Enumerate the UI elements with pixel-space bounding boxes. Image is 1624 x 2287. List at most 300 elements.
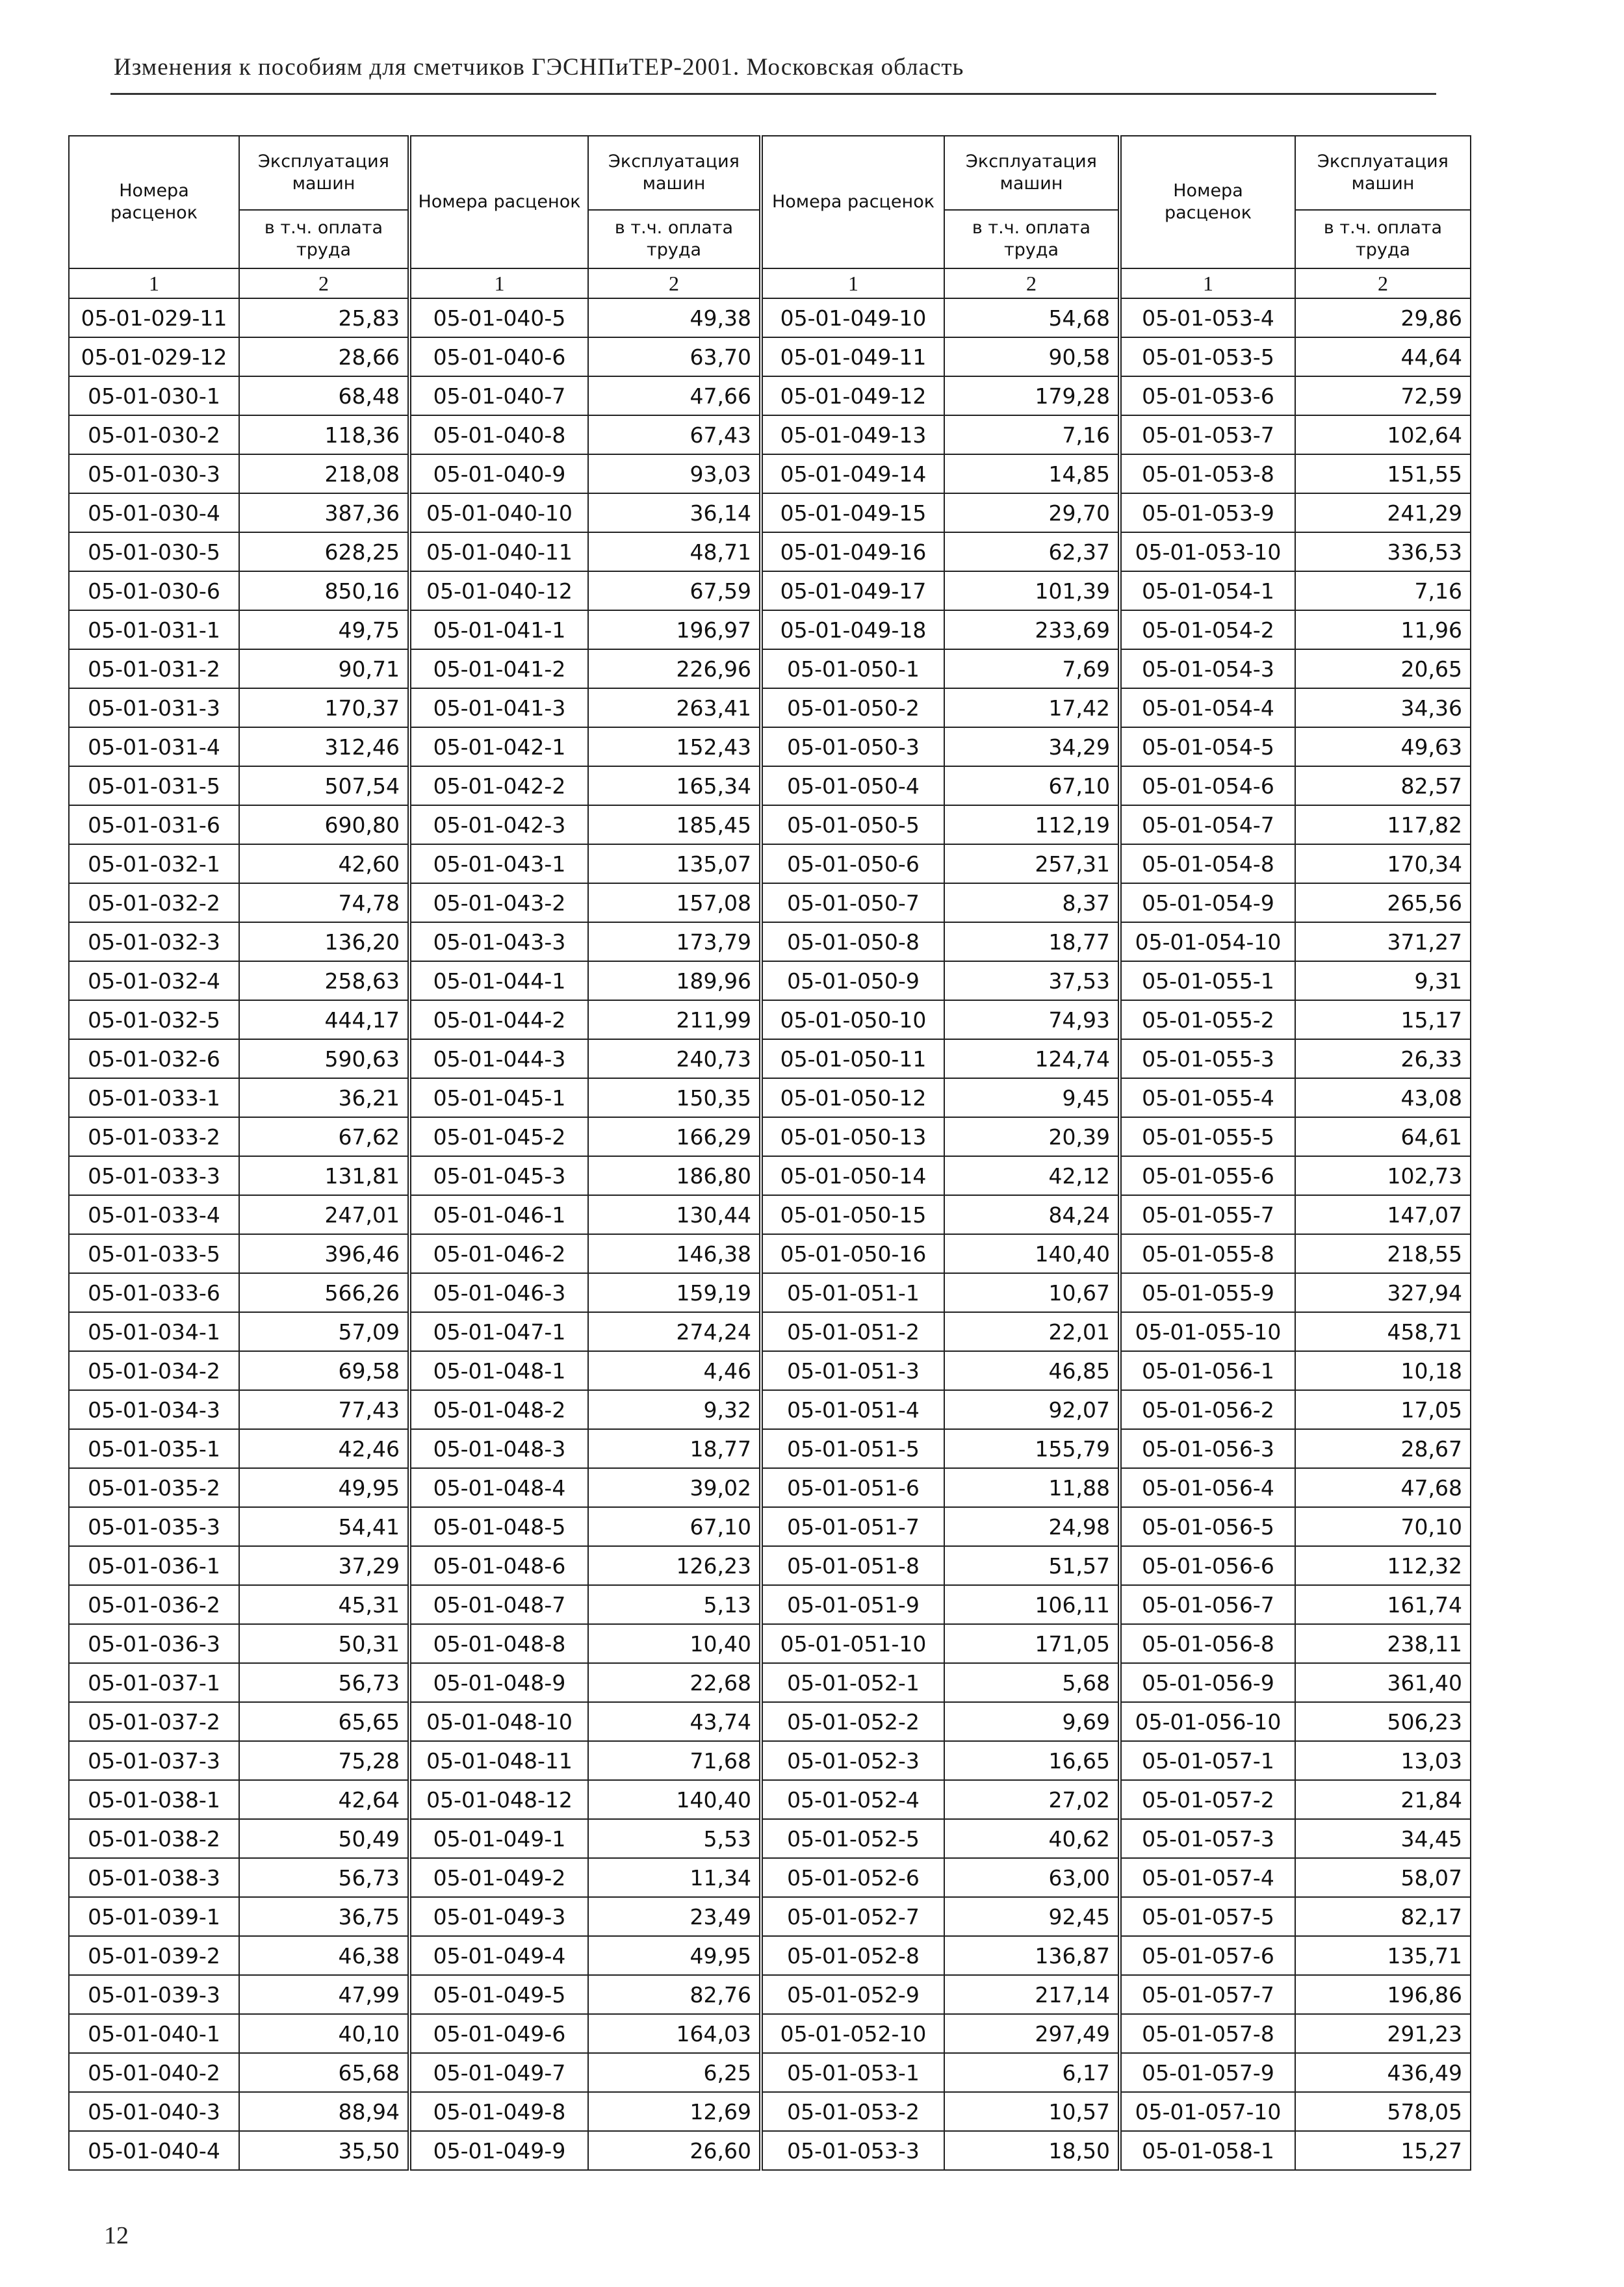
machine-labor-cost-cell: 155,79 <box>944 1429 1120 1468</box>
table-row <box>69 1468 1471 1507</box>
machine-labor-cost-cell: 5,53 <box>588 1819 761 1858</box>
machine-labor-cost-cell: 24,98 <box>944 1507 1120 1546</box>
rate-code-cell: 05-01-041-1 <box>409 610 588 649</box>
rate-code-cell: 05-01-054-5 <box>1120 727 1295 766</box>
rate-code-cell: 05-01-039-3 <box>69 1975 239 2014</box>
rate-code-cell: 05-01-052-10 <box>761 2014 944 2053</box>
machine-labor-cost-cell: 336,53 <box>1295 532 1471 571</box>
machine-labor-cost-cell: 507,54 <box>239 766 409 805</box>
rate-code-cell: 05-01-050-7 <box>761 883 944 922</box>
table-row <box>69 1117 1471 1156</box>
machine-labor-cost-cell: 68,48 <box>239 376 409 415</box>
rate-code-cell: 05-01-051-10 <box>761 1624 944 1663</box>
machine-labor-cost-cell: 140,40 <box>588 1780 761 1819</box>
machine-labor-cost-cell: 48,71 <box>588 532 761 571</box>
rate-code-cell: 05-01-030-5 <box>69 532 239 571</box>
machine-labor-cost-cell: 37,29 <box>239 1546 409 1585</box>
machine-labor-cost-cell: 84,24 <box>944 1195 1120 1234</box>
rate-code-cell: 05-01-032-5 <box>69 1000 239 1039</box>
column-number: 2 <box>239 268 409 298</box>
rate-code-cell: 05-01-030-4 <box>69 493 239 532</box>
rate-code-cell: 05-01-050-4 <box>761 766 944 805</box>
rate-code-cell: 05-01-039-1 <box>69 1897 239 1936</box>
table-row <box>69 1585 1471 1624</box>
machine-labor-cost-cell: 690,80 <box>239 805 409 844</box>
machine-labor-cost-cell: 12,69 <box>588 2092 761 2131</box>
rate-code-cell: 05-01-049-10 <box>761 298 944 337</box>
machine-labor-cost-cell: 9,32 <box>588 1390 761 1429</box>
rate-code-cell: 05-01-054-10 <box>1120 922 1295 961</box>
rate-code-cell: 05-01-052-4 <box>761 1780 944 1819</box>
table-row <box>69 415 1471 454</box>
rate-code-cell: 05-01-043-1 <box>409 844 588 883</box>
rate-code-cell: 05-01-035-1 <box>69 1429 239 1468</box>
machine-labor-cost-cell: 74,93 <box>944 1000 1120 1039</box>
machine-labor-cost-cell: 25,83 <box>239 298 409 337</box>
machine-labor-cost-cell: 17,05 <box>1295 1390 1471 1429</box>
rate-code-cell: 05-01-040-12 <box>409 571 588 610</box>
table-row <box>69 766 1471 805</box>
machine-labor-cost-cell: 49,63 <box>1295 727 1471 766</box>
rate-code-cell: 05-01-045-2 <box>409 1117 588 1156</box>
rate-code-cell: 05-01-049-6 <box>409 2014 588 2053</box>
machine-labor-cost-cell: 126,23 <box>588 1546 761 1585</box>
table-row <box>69 883 1471 922</box>
machine-labor-cost-cell: 112,19 <box>944 805 1120 844</box>
code-column-header: Номера расценок <box>761 136 944 268</box>
machine-labor-cost-cell: 157,08 <box>588 883 761 922</box>
machine-labor-cost-cell: 64,61 <box>1295 1117 1471 1156</box>
table-row <box>69 1975 1471 2014</box>
rate-code-cell: 05-01-040-4 <box>69 2131 239 2170</box>
machine-labor-cost-cell: 34,29 <box>944 727 1120 766</box>
machine-labor-cost-cell: 211,99 <box>588 1000 761 1039</box>
rate-code-cell: 05-01-053-5 <box>1120 337 1295 376</box>
table-row <box>69 2053 1471 2092</box>
rate-code-cell: 05-01-040-6 <box>409 337 588 376</box>
sub-column-header: в т.ч. оплата труда <box>944 210 1120 268</box>
rate-code-cell: 05-01-056-10 <box>1120 1702 1295 1741</box>
rate-code-cell: 05-01-055-8 <box>1120 1234 1295 1273</box>
machine-labor-cost-cell: 20,39 <box>944 1117 1120 1156</box>
rate-code-cell: 05-01-049-18 <box>761 610 944 649</box>
machine-labor-cost-cell: 7,16 <box>944 415 1120 454</box>
rate-code-cell: 05-01-045-1 <box>409 1078 588 1117</box>
machine-labor-cost-cell: 8,37 <box>944 883 1120 922</box>
table-row <box>69 844 1471 883</box>
machine-labor-cost-cell: 170,34 <box>1295 844 1471 883</box>
rate-code-cell: 05-01-048-12 <box>409 1780 588 1819</box>
rate-code-cell: 05-01-056-5 <box>1120 1507 1295 1546</box>
machine-labor-cost-cell: 258,63 <box>239 961 409 1000</box>
machine-labor-cost-cell: 77,43 <box>239 1390 409 1429</box>
machine-labor-cost-cell: 9,45 <box>944 1078 1120 1117</box>
header-rule <box>110 93 1436 95</box>
rate-code-cell: 05-01-048-3 <box>409 1429 588 1468</box>
machine-labor-cost-cell: 67,59 <box>588 571 761 610</box>
machine-labor-cost-cell: 50,49 <box>239 1819 409 1858</box>
machine-labor-cost-cell: 15,17 <box>1295 1000 1471 1039</box>
machine-labor-cost-cell: 49,95 <box>588 1936 761 1975</box>
rate-code-cell: 05-01-057-6 <box>1120 1936 1295 1975</box>
table-row <box>69 1039 1471 1078</box>
rate-code-cell: 05-01-054-6 <box>1120 766 1295 805</box>
table-row <box>69 1741 1471 1780</box>
table-row <box>69 922 1471 961</box>
machine-labor-cost-cell: 57,09 <box>239 1312 409 1351</box>
rate-code-cell: 05-01-049-3 <box>409 1897 588 1936</box>
machine-labor-cost-cell: 82,17 <box>1295 1897 1471 1936</box>
machine-labor-cost-cell: 189,96 <box>588 961 761 1000</box>
machine-labor-cost-cell: 36,21 <box>239 1078 409 1117</box>
machine-labor-cost-cell: 50,31 <box>239 1624 409 1663</box>
machine-labor-cost-cell: 42,12 <box>944 1156 1120 1195</box>
machine-labor-cost-cell: 28,67 <box>1295 1429 1471 1468</box>
rate-code-cell: 05-01-041-3 <box>409 688 588 727</box>
rate-code-cell: 05-01-053-9 <box>1120 493 1295 532</box>
rate-code-cell: 05-01-053-2 <box>761 2092 944 2131</box>
rate-code-cell: 05-01-048-1 <box>409 1351 588 1390</box>
rate-code-cell: 05-01-049-11 <box>761 337 944 376</box>
rate-code-cell: 05-01-048-7 <box>409 1585 588 1624</box>
table-row <box>69 1780 1471 1819</box>
rate-code-cell: 05-01-057-5 <box>1120 1897 1295 1936</box>
rate-code-cell: 05-01-048-4 <box>409 1468 588 1507</box>
machine-labor-cost-cell: 257,31 <box>944 844 1120 883</box>
rate-code-cell: 05-01-050-5 <box>761 805 944 844</box>
rate-code-cell: 05-01-038-1 <box>69 1780 239 1819</box>
machine-labor-cost-cell: 21,84 <box>1295 1780 1471 1819</box>
machine-labor-cost-cell: 240,73 <box>588 1039 761 1078</box>
machine-labor-cost-cell: 36,14 <box>588 493 761 532</box>
rate-code-cell: 05-01-053-3 <box>761 2131 944 2170</box>
sub-column-header: в т.ч. оплата труда <box>1295 210 1471 268</box>
machine-labor-cost-cell: 102,64 <box>1295 415 1471 454</box>
table-row <box>69 1390 1471 1429</box>
rate-code-cell: 05-01-055-10 <box>1120 1312 1295 1351</box>
rate-code-cell: 05-01-030-1 <box>69 376 239 415</box>
machine-labor-cost-cell: 247,01 <box>239 1195 409 1234</box>
rate-code-cell: 05-01-052-1 <box>761 1663 944 1702</box>
machine-labor-cost-cell: 218,08 <box>239 454 409 493</box>
machine-labor-cost-cell: 46,38 <box>239 1936 409 1975</box>
machine-labor-cost-cell: 5,13 <box>588 1585 761 1624</box>
rate-code-cell: 05-01-056-1 <box>1120 1351 1295 1390</box>
machine-labor-cost-cell: 140,40 <box>944 1234 1120 1273</box>
rate-code-cell: 05-01-050-3 <box>761 727 944 766</box>
table-row <box>69 1078 1471 1117</box>
machine-labor-cost-cell: 67,10 <box>944 766 1120 805</box>
rate-code-cell: 05-01-056-2 <box>1120 1390 1295 1429</box>
machine-labor-cost-cell: 90,71 <box>239 649 409 688</box>
machine-labor-cost-cell: 18,50 <box>944 2131 1120 2170</box>
machine-labor-cost-cell: 131,81 <box>239 1156 409 1195</box>
rate-code-cell: 05-01-038-2 <box>69 1819 239 1858</box>
rate-code-cell: 05-01-051-6 <box>761 1468 944 1507</box>
machine-labor-cost-cell: 93,03 <box>588 454 761 493</box>
table-row <box>69 298 1471 337</box>
machine-labor-cost-cell: 39,02 <box>588 1468 761 1507</box>
table-row <box>69 610 1471 649</box>
machine-labor-cost-cell: 124,74 <box>944 1039 1120 1078</box>
machine-labor-cost-cell: 161,74 <box>1295 1585 1471 1624</box>
machine-labor-cost-cell: 63,00 <box>944 1858 1120 1897</box>
machine-labor-cost-cell: 40,10 <box>239 2014 409 2053</box>
rate-code-cell: 05-01-048-5 <box>409 1507 588 1546</box>
rate-code-cell: 05-01-037-1 <box>69 1663 239 1702</box>
table-row <box>69 1546 1471 1585</box>
rate-code-cell: 05-01-032-6 <box>69 1039 239 1078</box>
page-header: Изменения к пособиям для сметчиков ГЭСНПиТЕР-2001. Московская область <box>114 54 964 81</box>
rate-code-cell: 05-01-034-1 <box>69 1312 239 1351</box>
rate-code-cell: 05-01-031-3 <box>69 688 239 727</box>
machine-labor-cost-cell: 49,75 <box>239 610 409 649</box>
table-row <box>69 2014 1471 2053</box>
machine-labor-cost-cell: 179,28 <box>944 376 1120 415</box>
rate-code-cell: 05-01-049-1 <box>409 1819 588 1858</box>
machine-labor-cost-cell: 10,57 <box>944 2092 1120 2131</box>
machine-labor-cost-cell: 164,03 <box>588 2014 761 2053</box>
machine-labor-cost-cell: 37,53 <box>944 961 1120 1000</box>
rate-code-cell: 05-01-050-12 <box>761 1078 944 1117</box>
machine-labor-cost-cell: 26,33 <box>1295 1039 1471 1078</box>
machine-labor-cost-cell: 45,31 <box>239 1585 409 1624</box>
rate-code-cell: 05-01-051-1 <box>761 1273 944 1312</box>
rate-code-cell: 05-01-037-2 <box>69 1702 239 1741</box>
column-number: 2 <box>1295 268 1471 298</box>
machine-labor-cost-cell: 10,40 <box>588 1624 761 1663</box>
machine-labor-cost-cell: 54,41 <box>239 1507 409 1546</box>
machine-labor-cost-cell: 106,11 <box>944 1585 1120 1624</box>
machine-labor-cost-cell: 22,01 <box>944 1312 1120 1351</box>
machine-labor-cost-cell: 578,05 <box>1295 2092 1471 2131</box>
machine-labor-cost-cell: 92,45 <box>944 1897 1120 1936</box>
table-row <box>69 454 1471 493</box>
rate-code-cell: 05-01-050-2 <box>761 688 944 727</box>
machine-labor-cost-cell: 152,43 <box>588 727 761 766</box>
rate-code-cell: 05-01-052-9 <box>761 1975 944 2014</box>
column-number: 1 <box>761 268 944 298</box>
machine-labor-cost-cell: 112,32 <box>1295 1546 1471 1585</box>
rate-code-cell: 05-01-050-15 <box>761 1195 944 1234</box>
rate-code-cell: 05-01-050-9 <box>761 961 944 1000</box>
column-number: 1 <box>69 268 239 298</box>
machine-labor-cost-cell: 4,46 <box>588 1351 761 1390</box>
machine-labor-cost-cell: 62,37 <box>944 532 1120 571</box>
rate-code-cell: 05-01-058-1 <box>1120 2131 1295 2170</box>
rate-code-cell: 05-01-041-2 <box>409 649 588 688</box>
rate-code-cell: 05-01-050-8 <box>761 922 944 961</box>
rate-code-cell: 05-01-032-3 <box>69 922 239 961</box>
rate-code-cell: 05-01-033-3 <box>69 1156 239 1195</box>
group-column-header: Эксплуатация машин <box>944 136 1120 210</box>
table-row <box>69 805 1471 844</box>
machine-labor-cost-cell: 56,73 <box>239 1663 409 1702</box>
sub-column-header: в т.ч. оплата труда <box>239 210 409 268</box>
rate-code-cell: 05-01-046-1 <box>409 1195 588 1234</box>
table-row <box>69 1897 1471 1936</box>
machine-labor-cost-cell: 29,86 <box>1295 298 1471 337</box>
rate-code-cell: 05-01-030-3 <box>69 454 239 493</box>
rate-code-cell: 05-01-044-1 <box>409 961 588 1000</box>
machine-labor-cost-cell: 7,69 <box>944 649 1120 688</box>
machine-labor-cost-cell: 117,82 <box>1295 805 1471 844</box>
machine-labor-cost-cell: 65,68 <box>239 2053 409 2092</box>
rate-code-cell: 05-01-043-3 <box>409 922 588 961</box>
rate-code-cell: 05-01-057-7 <box>1120 1975 1295 2014</box>
rate-code-cell: 05-01-035-3 <box>69 1507 239 1546</box>
machine-labor-cost-cell: 147,07 <box>1295 1195 1471 1234</box>
machine-labor-cost-cell: 9,31 <box>1295 961 1471 1000</box>
rate-code-cell: 05-01-029-12 <box>69 337 239 376</box>
rate-code-cell: 05-01-051-4 <box>761 1390 944 1429</box>
rate-code-cell: 05-01-040-7 <box>409 376 588 415</box>
page-number: 12 <box>104 2222 129 2249</box>
table-row <box>69 2131 1471 2170</box>
machine-labor-cost-cell: 196,86 <box>1295 1975 1471 2014</box>
rate-code-cell: 05-01-032-4 <box>69 961 239 1000</box>
rate-code-cell: 05-01-050-16 <box>761 1234 944 1273</box>
table-row <box>69 337 1471 376</box>
rate-code-cell: 05-01-031-1 <box>69 610 239 649</box>
rate-code-cell: 05-01-051-8 <box>761 1546 944 1585</box>
machine-labor-cost-cell: 291,23 <box>1295 2014 1471 2053</box>
machine-labor-cost-cell: 135,71 <box>1295 1936 1471 1975</box>
machine-labor-cost-cell: 75,28 <box>239 1741 409 1780</box>
machine-labor-cost-cell: 5,68 <box>944 1663 1120 1702</box>
machine-labor-cost-cell: 16,65 <box>944 1741 1120 1780</box>
rate-code-cell: 05-01-054-1 <box>1120 571 1295 610</box>
rate-code-cell: 05-01-052-3 <box>761 1741 944 1780</box>
rate-code-cell: 05-01-056-7 <box>1120 1585 1295 1624</box>
machine-labor-cost-cell: 361,40 <box>1295 1663 1471 1702</box>
rate-code-cell: 05-01-050-6 <box>761 844 944 883</box>
machine-labor-cost-cell: 196,97 <box>588 610 761 649</box>
machine-labor-cost-cell: 47,99 <box>239 1975 409 2014</box>
rate-code-cell: 05-01-055-4 <box>1120 1078 1295 1117</box>
machine-labor-cost-cell: 118,36 <box>239 415 409 454</box>
table-row <box>69 961 1471 1000</box>
rate-code-cell: 05-01-042-3 <box>409 805 588 844</box>
code-column-header: Номера расценок <box>69 136 239 268</box>
rate-code-cell: 05-01-054-2 <box>1120 610 1295 649</box>
machine-labor-cost-cell: 67,10 <box>588 1507 761 1546</box>
table-row <box>69 1507 1471 1546</box>
rate-code-cell: 05-01-054-3 <box>1120 649 1295 688</box>
machine-labor-cost-cell: 6,25 <box>588 2053 761 2092</box>
machine-labor-cost-cell: 43,74 <box>588 1702 761 1741</box>
table-row <box>69 1702 1471 1741</box>
rate-code-cell: 05-01-030-6 <box>69 571 239 610</box>
machine-labor-cost-cell: 35,50 <box>239 2131 409 2170</box>
machine-labor-cost-cell: 18,77 <box>944 922 1120 961</box>
machine-labor-cost-cell: 54,68 <box>944 298 1120 337</box>
rate-code-cell: 05-01-046-3 <box>409 1273 588 1312</box>
rates-body <box>69 298 1471 2170</box>
table-row <box>69 649 1471 688</box>
rate-code-cell: 05-01-049-16 <box>761 532 944 571</box>
machine-labor-cost-cell: 11,88 <box>944 1468 1120 1507</box>
machine-labor-cost-cell: 17,42 <box>944 688 1120 727</box>
group-column-header: Эксплуатация машин <box>1295 136 1471 210</box>
machine-labor-cost-cell: 10,67 <box>944 1273 1120 1312</box>
rate-code-cell: 05-01-039-2 <box>69 1936 239 1975</box>
table-row <box>69 2092 1471 2131</box>
machine-labor-cost-cell: 238,11 <box>1295 1624 1471 1663</box>
machine-labor-cost-cell: 165,34 <box>588 766 761 805</box>
machine-labor-cost-cell: 69,58 <box>239 1351 409 1390</box>
table-row <box>69 1429 1471 1468</box>
machine-labor-cost-cell: 312,46 <box>239 727 409 766</box>
table-row <box>69 727 1471 766</box>
rate-code-cell: 05-01-053-7 <box>1120 415 1295 454</box>
rate-code-cell: 05-01-055-7 <box>1120 1195 1295 1234</box>
machine-labor-cost-cell: 42,60 <box>239 844 409 883</box>
rate-code-cell: 05-01-032-2 <box>69 883 239 922</box>
rate-code-cell: 05-01-055-6 <box>1120 1156 1295 1195</box>
table-row <box>69 1000 1471 1039</box>
rate-code-cell: 05-01-056-3 <box>1120 1429 1295 1468</box>
rate-code-cell: 05-01-031-2 <box>69 649 239 688</box>
rate-code-cell: 05-01-038-3 <box>69 1858 239 1897</box>
rate-code-cell: 05-01-050-11 <box>761 1039 944 1078</box>
rate-code-cell: 05-01-053-1 <box>761 2053 944 2092</box>
machine-labor-cost-cell: 58,07 <box>1295 1858 1471 1897</box>
column-number-row <box>69 268 1471 298</box>
machine-labor-cost-cell: 396,46 <box>239 1234 409 1273</box>
rate-code-cell: 05-01-054-4 <box>1120 688 1295 727</box>
table-row <box>69 1663 1471 1702</box>
rate-code-cell: 05-01-057-3 <box>1120 1819 1295 1858</box>
machine-labor-cost-cell: 88,94 <box>239 2092 409 2131</box>
rate-code-cell: 05-01-053-6 <box>1120 376 1295 415</box>
rate-code-cell: 05-01-033-5 <box>69 1234 239 1273</box>
machine-labor-cost-cell: 82,57 <box>1295 766 1471 805</box>
machine-labor-cost-cell: 186,80 <box>588 1156 761 1195</box>
rate-code-cell: 05-01-040-8 <box>409 415 588 454</box>
header-row-1 <box>69 136 1471 210</box>
rate-code-cell: 05-01-044-2 <box>409 1000 588 1039</box>
machine-labor-cost-cell: 49,38 <box>588 298 761 337</box>
rate-code-cell: 05-01-050-1 <box>761 649 944 688</box>
machine-labor-cost-cell: 9,69 <box>944 1702 1120 1741</box>
rate-code-cell: 05-01-050-13 <box>761 1117 944 1156</box>
machine-labor-cost-cell: 34,36 <box>1295 688 1471 727</box>
rate-code-cell: 05-01-052-6 <box>761 1858 944 1897</box>
rate-code-cell: 05-01-040-11 <box>409 532 588 571</box>
machine-labor-cost-cell: 92,07 <box>944 1390 1120 1429</box>
machine-labor-cost-cell: 170,37 <box>239 688 409 727</box>
rate-code-cell: 05-01-051-3 <box>761 1351 944 1390</box>
machine-labor-cost-cell: 150,35 <box>588 1078 761 1117</box>
code-column-header: Номера расценок <box>409 136 588 268</box>
rate-code-cell: 05-01-049-15 <box>761 493 944 532</box>
machine-labor-cost-cell: 40,62 <box>944 1819 1120 1858</box>
machine-labor-cost-cell: 173,79 <box>588 922 761 961</box>
rate-code-cell: 05-01-051-5 <box>761 1429 944 1468</box>
rate-code-cell: 05-01-034-2 <box>69 1351 239 1390</box>
rate-code-cell: 05-01-040-2 <box>69 2053 239 2092</box>
table-row <box>69 1273 1471 1312</box>
rate-code-cell: 05-01-057-1 <box>1120 1741 1295 1780</box>
table-row <box>69 1195 1471 1234</box>
column-number: 1 <box>409 268 588 298</box>
machine-labor-cost-cell: 159,19 <box>588 1273 761 1312</box>
machine-labor-cost-cell: 628,25 <box>239 532 409 571</box>
rate-code-cell: 05-01-055-9 <box>1120 1273 1295 1312</box>
rate-code-cell: 05-01-055-5 <box>1120 1117 1295 1156</box>
machine-labor-cost-cell: 22,68 <box>588 1663 761 1702</box>
